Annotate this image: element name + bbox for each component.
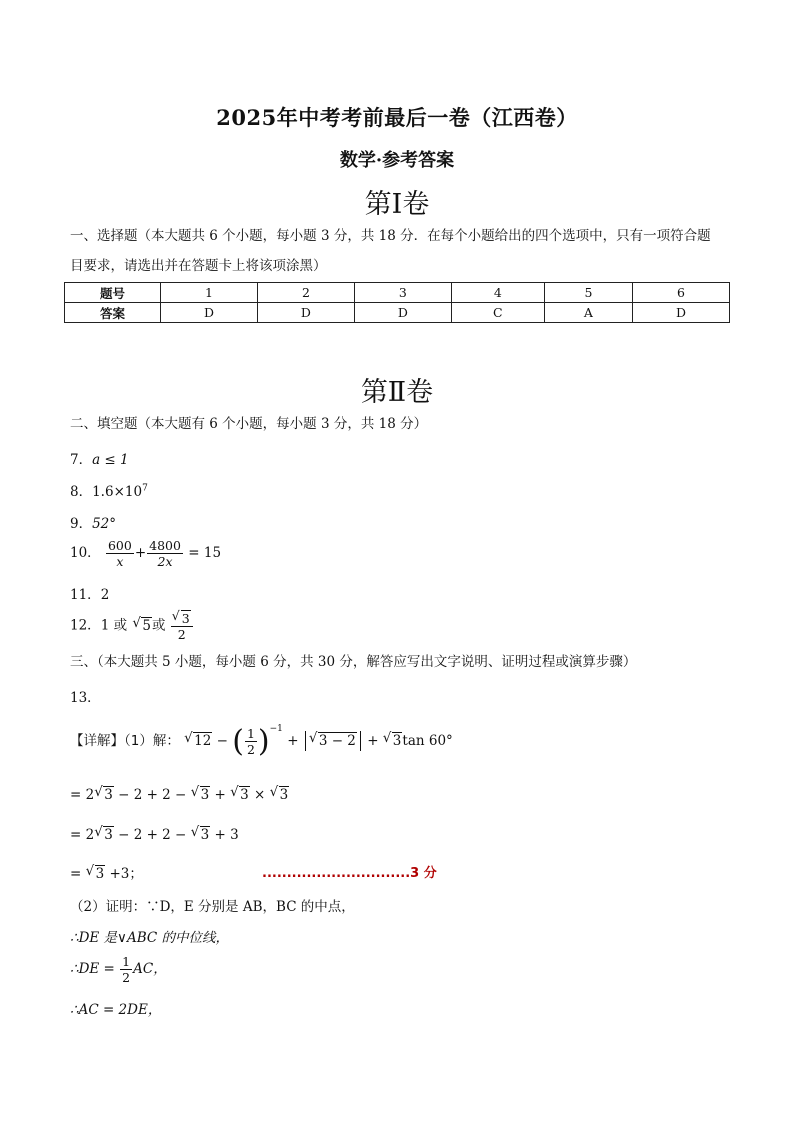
part1-heading: 第Ⅰ卷 [364,189,430,220]
detail-expression [70,724,453,759]
question-number: 7． [70,452,93,468]
answer-text: 1 或 [100,617,128,634]
denominator: 2 [246,742,255,757]
sqrt-expression: √ 3 [279,786,290,803]
denominator: 2 [122,970,131,985]
step-text: + 3 [210,827,239,843]
table-cell: D [633,303,730,323]
question-number: 12． [70,617,101,634]
document-title: 2025年中考考前最后一卷（江西卷） [216,105,578,130]
document-subtitle: 数学·参考答案 [339,150,455,171]
table-row [65,283,730,303]
score-marker: ..............................3 分 [262,866,437,881]
detail-label: 【详解】（1）解： [70,733,180,749]
answer-exponent: 7 [142,483,148,494]
part2-heading: 第Ⅱ卷 [360,377,434,408]
answer-base: 1.6×10 [92,484,143,500]
sqrt-expression: √ 3 [181,610,191,626]
fraction [171,610,193,642]
step-2 [70,826,239,843]
fraction [147,538,183,569]
right-paren: ) [257,724,270,759]
table-header-cell: 答案 [65,303,161,323]
choice-instruction-line2: 目要求，请选出并在答题卡上将该项涂黑） [70,258,327,274]
question-number: 11． [70,587,101,603]
solve-instruction: 三、（本大题共 5 小题，每小题 6 分，共 30 分，解答应写出文字说明、证明过程或演算步骤） [70,654,637,670]
denominator: 2x [157,554,173,569]
sqrt-expression: √ 3 [103,786,114,803]
step-text: − 2 + 2 − [113,827,191,843]
table-cell: A [544,303,632,323]
sqrt-expression: √ 3 [200,826,211,843]
sqrt-expression: √ 3 [95,865,106,882]
denominator: 2 [177,627,186,642]
answer-text: a ≤ 1 [92,452,129,468]
numerator: 600 [107,538,132,553]
question-number: 8． [70,484,93,500]
sqrt-expression: √ 3 [103,826,114,843]
step-text: + [210,787,231,803]
proof-text: AC， [133,961,167,977]
table-cell: 4 [451,283,544,303]
answer-11 [70,583,109,603]
step-text: × [249,787,270,803]
table-cell: D [354,303,451,323]
sqrt-expression: √ 3 − 2 [318,732,357,749]
table-header-cell: 题号 [65,283,161,303]
sqrt-expression: √ 3 [200,786,211,803]
step-text: +3； [105,866,143,882]
operator: + [287,733,299,749]
question-13-number: 13． [70,690,101,706]
numerator: 1 [246,726,255,741]
table-cell: D [161,303,258,323]
table-cell: 6 [633,283,730,303]
sqrt-expression: √ 3 [392,732,403,749]
table-row [65,303,730,323]
numerator: 1 [122,954,131,969]
question-number: 10． [70,545,101,561]
step-text: = 2 [70,787,95,803]
fraction [120,954,132,985]
numerator [171,610,193,627]
answer-10 [70,538,221,569]
proof-line-3 [70,954,167,985]
sqrt-expression: √ 3 [239,786,250,803]
exponent: −1 [269,724,283,734]
proof-line-2: ∴DE 是∨ABC 的中位线， [70,930,229,946]
answer-7 [70,448,129,468]
table-cell: 5 [544,283,632,303]
absolute-value [305,731,361,751]
question-number: 9． [70,516,93,532]
left-paren: ( [232,724,244,759]
step-text: = [70,866,86,882]
table-cell: 1 [161,283,258,303]
answer-text: 或 [151,617,166,634]
step-text: − 2 + 2 − [113,787,191,803]
table-cell: 3 [354,283,451,303]
answer-text: 2 [100,587,110,603]
numerator: 4800 [149,538,181,553]
operator: + [367,733,379,749]
operator: + [134,545,147,561]
sqrt-expression: √ 12 [193,732,212,749]
table-cell: D [257,303,354,323]
step-1 [70,786,289,803]
table-cell: C [451,303,544,323]
step-3 [70,862,143,882]
answer-12 [70,610,194,642]
tan-term: tan 60° [402,733,453,749]
table-cell: 2 [257,283,354,303]
answer-table [64,282,730,323]
sqrt-expression: √ 5 [141,617,152,634]
step-text: = 2 [70,827,95,843]
fraction [106,538,134,569]
fill-instruction: 二、填空题（本大题有 6 个小题，每小题 3 分，共 18 分） [70,416,428,432]
proof-line-1: （2）证明：∵D，E 分别是 AB，BC 的中点， [70,899,355,915]
answer-8 [70,480,148,500]
answer-9 [70,512,116,532]
equation-rhs: = 15 [188,545,222,561]
fraction [245,726,257,757]
answer-text: 52° [92,516,117,532]
proof-text: ∴DE = [70,961,120,977]
choice-instruction-line1: 一、选择题（本大题共 6 个小题，每小题 3 分，共 18 分．在每个小题给出的四个选项中，只有一项符合题 [70,228,711,244]
proof-line-4: ∴AC = 2DE， [70,1002,162,1018]
denominator: x [116,554,124,569]
operator: − [216,733,228,749]
